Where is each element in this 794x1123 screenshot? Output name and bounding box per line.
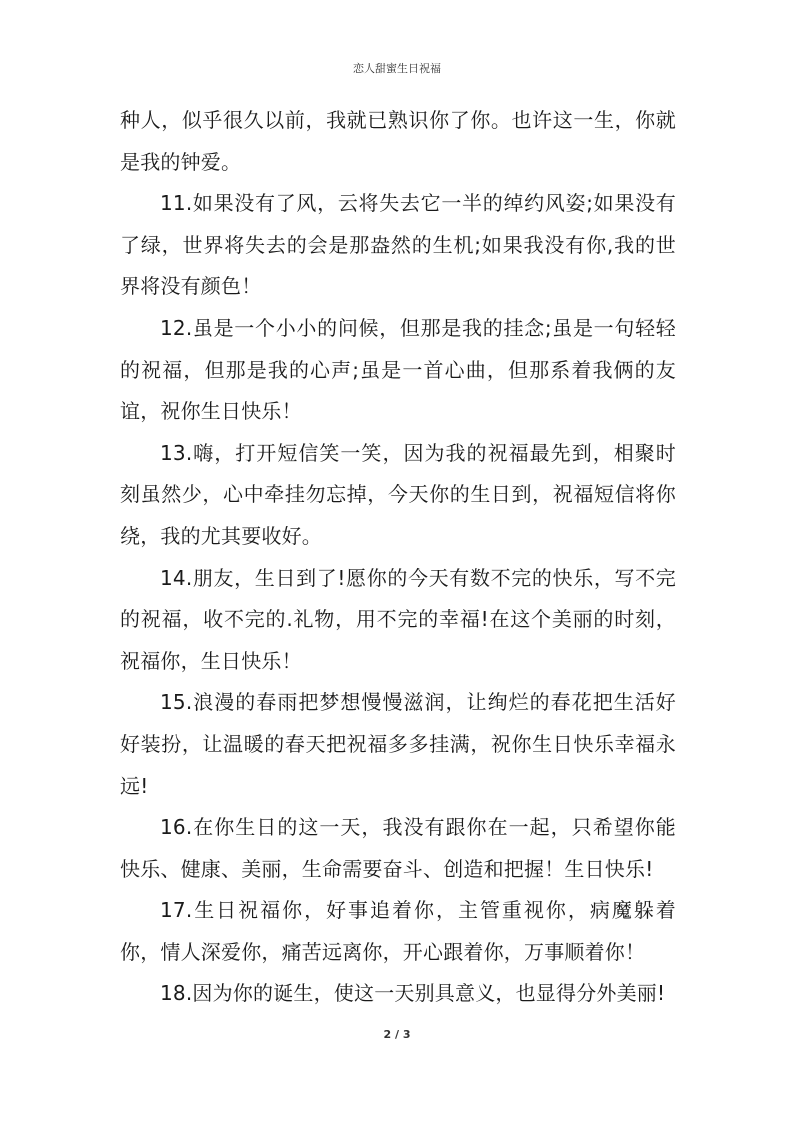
paragraph-18: 18.因为你的诞生，使这一天别具意义，也显得分外美丽! [160,981,666,1006]
paragraph-continuation: 种人，似乎很久以前，我就已熟识你了你。也许这一生，你就是我的钟爱。 [120,108,676,174]
paragraph-14: 14.朋友，生日到了!愿你的今天有数不完的快乐，写不完的祝福，收不完的.礼物，用不完的幸福!在这个美丽的时刻，祝福你，生日快乐！ [120,565,676,673]
paragraph-16: 16.在你生日的这一天，我没有跟你在一起，只希望你能快乐、健康、美丽，生命需要奋斗、创造和把握！生日快乐! [120,815,676,881]
paragraph-17: 17.生日祝福你，好事追着你，主管重视你，病魔躲着你，情人深爱你，痛苦远离你，开心跟着你，万事顺着你！ [120,898,676,964]
page-number: 2 / 3 [383,1028,411,1041]
paragraph-11: 11.如果没有了风，云将失去它一半的绰约风姿;如果没有了绿，世界将失去的会是那盎然的生机;如果我没有你,我的世界将没有颜色！ [120,191,676,299]
page-header: 恋人甜蜜生日祝福 [353,62,441,75]
paragraph-12: 12.虽是一个小小的问候，但那是我的挂念;虽是一句轻轻的祝福，但那是我的心声;虽是一首心曲，但那系着我俩的友谊，祝你生日快乐！ [120,315,676,424]
paragraph-15: 15.浪漫的春雨把梦想慢慢滋润，让绚烂的春花把生活好好装扮，让温暖的春天把祝福多多挂满，祝你生日快乐幸福永远! [120,690,676,798]
paragraph-13: 13.嗨，打开短信笑一笑，因为我的祝福最先到，相聚时刻虽然少，心中牵挂勿忘掉，今天你的生日到，祝福短信将你绕，我的尤其要收好。 [120,440,676,548]
document-body [120,100,676,1015]
